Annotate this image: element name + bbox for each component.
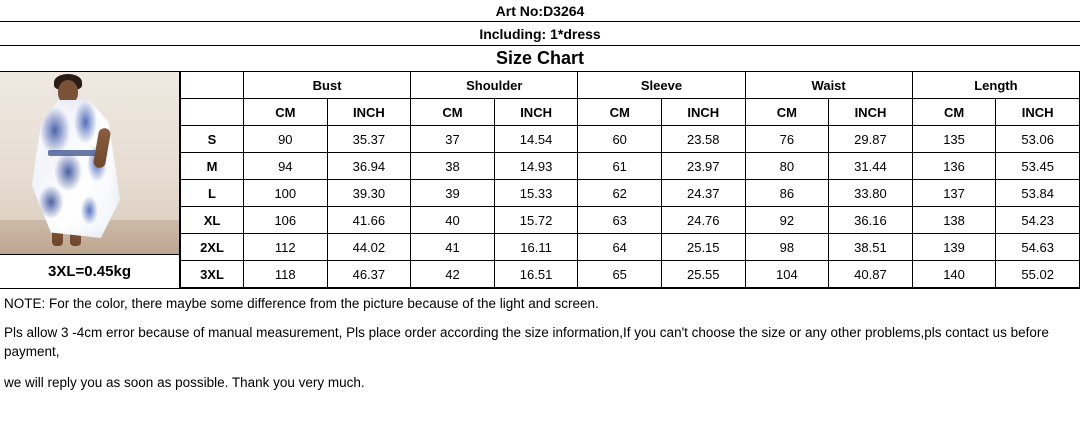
cell-sleeve-cm: 61 — [578, 153, 662, 180]
unit-header-shoulder-inch: INCH — [494, 99, 578, 126]
cell-waist-cm: 104 — [745, 261, 829, 288]
group-header-length: Length — [912, 72, 1079, 99]
cell-waist-cm: 98 — [745, 234, 829, 261]
cell-bust-inch: 36.94 — [327, 153, 411, 180]
cell-sleeve-inch: 23.58 — [661, 126, 745, 153]
row-size-label: S — [181, 126, 244, 153]
product-photo-column — [0, 72, 180, 288]
notes-section — [0, 288, 1080, 392]
cell-length-inch: 53.84 — [996, 180, 1080, 207]
unit-header-bust-cm: CM — [244, 99, 328, 126]
cell-length-inch: 54.63 — [996, 234, 1080, 261]
row-size-label: XL — [181, 207, 244, 234]
cell-length-inch: 55.02 — [996, 261, 1080, 288]
cell-shoulder-cm: 41 — [411, 234, 495, 261]
cell-waist-cm: 86 — [745, 180, 829, 207]
table-row — [181, 234, 1080, 261]
cell-bust-cm: 90 — [244, 126, 328, 153]
table-row — [181, 261, 1080, 288]
cell-length-inch: 53.45 — [996, 153, 1080, 180]
cell-length-cm: 137 — [912, 180, 996, 207]
unit-header-shoulder-cm: CM — [411, 99, 495, 126]
cell-length-cm: 135 — [912, 126, 996, 153]
cell-shoulder-inch: 16.51 — [494, 261, 578, 288]
cell-bust-inch: 35.37 — [327, 126, 411, 153]
note-measurement-error: Pls allow 3 -4cm error because of manual measurement, Pls place order according the size information,If you can't choose the size or any other problems,pls contact us before payment, — [4, 325, 1049, 359]
cell-waist-cm: 80 — [745, 153, 829, 180]
cell-waist-inch: 36.16 — [829, 207, 913, 234]
cell-shoulder-inch: 15.72 — [494, 207, 578, 234]
cell-shoulder-inch: 16.11 — [494, 234, 578, 261]
cell-length-inch: 54.23 — [996, 207, 1080, 234]
cell-sleeve-inch: 24.37 — [661, 180, 745, 207]
cell-shoulder-inch: 14.54 — [494, 126, 578, 153]
art-no-row — [0, 0, 1080, 22]
table-row — [181, 207, 1080, 234]
cell-bust-inch: 44.02 — [327, 234, 411, 261]
cell-bust-cm: 112 — [244, 234, 328, 261]
cell-shoulder-inch: 14.93 — [494, 153, 578, 180]
unit-header-sleeve-inch: INCH — [661, 99, 745, 126]
cell-sleeve-inch: 25.15 — [661, 234, 745, 261]
cell-bust-inch: 41.66 — [327, 207, 411, 234]
cell-bust-cm: 106 — [244, 207, 328, 234]
cell-waist-inch: 38.51 — [829, 234, 913, 261]
group-header-sleeve: Sleeve — [578, 72, 745, 99]
including-text: Including: 1*dress — [479, 25, 601, 42]
cell-length-cm: 136 — [912, 153, 996, 180]
cell-shoulder-cm: 37 — [411, 126, 495, 153]
group-header-waist: Waist — [745, 72, 912, 99]
cell-waist-inch: 40.87 — [829, 261, 913, 288]
unit-header-length-inch: INCH — [996, 99, 1080, 126]
group-header-bust: Bust — [244, 72, 411, 99]
cell-waist-cm: 92 — [745, 207, 829, 234]
cell-sleeve-inch: 23.97 — [661, 153, 745, 180]
size-table-column — [180, 72, 1080, 288]
cell-sleeve-cm: 63 — [578, 207, 662, 234]
cell-waist-inch: 31.44 — [829, 153, 913, 180]
table-row — [181, 180, 1080, 207]
size-column-header — [181, 72, 244, 99]
product-photo — [0, 72, 179, 254]
cell-sleeve-cm: 64 — [578, 234, 662, 261]
table-row — [181, 126, 1080, 153]
table-group-header-row — [181, 72, 1080, 99]
note-color-disclaimer: NOTE: For the color, there maybe some difference from the picture because of the light and screen. — [4, 296, 599, 311]
including-row — [0, 22, 1080, 46]
unit-header-waist-inch: INCH — [829, 99, 913, 126]
cell-shoulder-cm: 39 — [411, 180, 495, 207]
cell-shoulder-cm: 42 — [411, 261, 495, 288]
size-table — [180, 72, 1080, 288]
unit-header-sleeve-cm: CM — [578, 99, 662, 126]
cell-waist-inch: 29.87 — [829, 126, 913, 153]
cell-sleeve-cm: 62 — [578, 180, 662, 207]
cell-sleeve-cm: 65 — [578, 261, 662, 288]
cell-bust-inch: 46.37 — [327, 261, 411, 288]
unit-header-bust-inch: INCH — [327, 99, 411, 126]
group-header-shoulder: Shoulder — [411, 72, 578, 99]
cell-shoulder-cm: 40 — [411, 207, 495, 234]
cell-waist-inch: 33.80 — [829, 180, 913, 207]
cell-shoulder-inch: 15.33 — [494, 180, 578, 207]
cell-bust-cm: 100 — [244, 180, 328, 207]
cell-sleeve-inch: 25.55 — [661, 261, 745, 288]
cell-bust-cm: 94 — [244, 153, 328, 180]
cell-length-cm: 140 — [912, 261, 996, 288]
art-no-text: Art No:D3264 — [495, 2, 585, 19]
cell-waist-cm: 76 — [745, 126, 829, 153]
table-row — [181, 153, 1080, 180]
row-size-label: L — [181, 180, 244, 207]
cell-sleeve-cm: 60 — [578, 126, 662, 153]
weight-note: 3XL=0.45kg — [0, 254, 179, 288]
size-chart-title — [0, 46, 1080, 72]
cell-bust-inch: 39.30 — [327, 180, 411, 207]
cell-length-cm: 139 — [912, 234, 996, 261]
cell-length-inch: 53.06 — [996, 126, 1080, 153]
cell-sleeve-inch: 24.76 — [661, 207, 745, 234]
unit-header-spacer — [181, 99, 244, 126]
cell-length-cm: 138 — [912, 207, 996, 234]
unit-header-waist-cm: CM — [745, 99, 829, 126]
table-unit-header-row — [181, 99, 1080, 126]
row-size-label: M — [181, 153, 244, 180]
note-reply: we will reply you as soon as possible. Thank you very much. — [4, 375, 365, 390]
row-size-label: 2XL — [181, 234, 244, 261]
dress-belt — [48, 150, 96, 156]
chart-body — [0, 72, 1080, 288]
cell-shoulder-cm: 38 — [411, 153, 495, 180]
row-size-label: 3XL — [181, 261, 244, 288]
unit-header-length-cm: CM — [912, 99, 996, 126]
page-title: Size Chart — [495, 48, 585, 68]
cell-bust-cm: 118 — [244, 261, 328, 288]
